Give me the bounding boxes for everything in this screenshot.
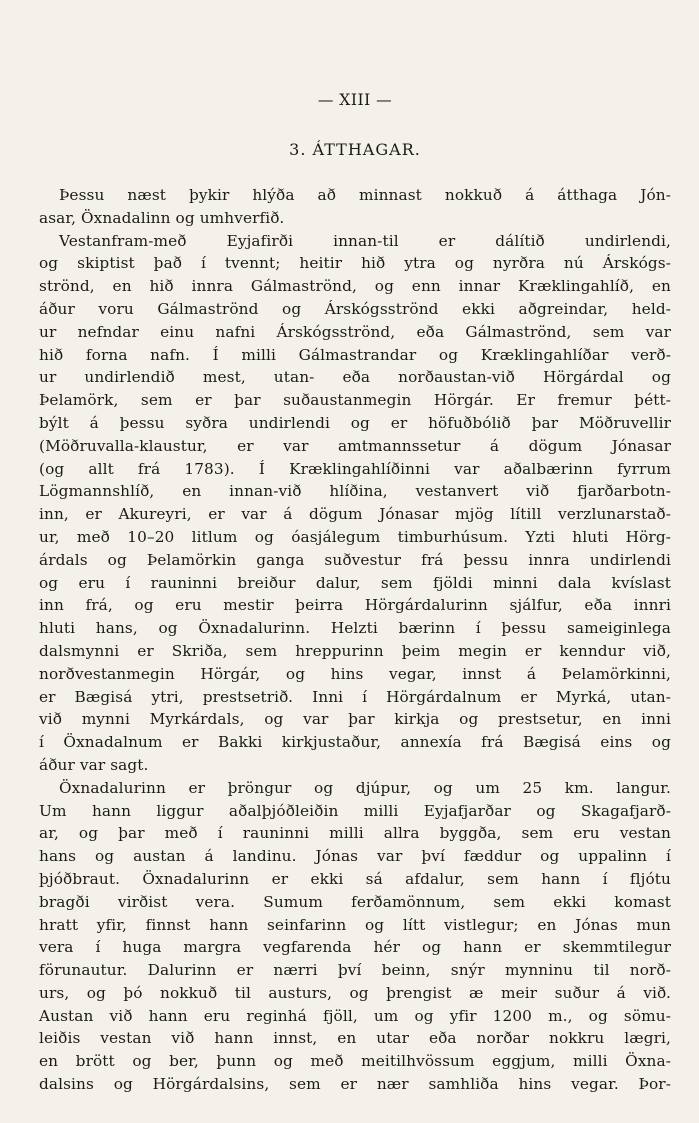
text-line: förunautur. Dalurinn er nærri því beinn, snýr mynninu til norð- xyxy=(39,961,671,980)
text-line: Um hann liggur aðalþjóðleiðin milli Eyjafjarðar og Skagafjarð- xyxy=(39,801,671,820)
running-head-page-number: — XIII — xyxy=(317,91,393,109)
text-line: Öxnadalurinn er þröngur og djúpur, og um 25 km. langur. xyxy=(59,778,671,797)
body-text xyxy=(39,184,671,1096)
text-line: er Bægisá ytri, prestsetrið. Inni í Hörgárdalnum er Myrká, utan- xyxy=(39,687,671,706)
text-line: en brött og ber, þunn og með meitilhvössum eggjum, milli Öxna- xyxy=(39,1052,671,1071)
text-line: vera í huga margra vegfarenda hér og hann er skemmtilegur xyxy=(39,938,671,957)
text-line: ur undirlendið mest, utan- eða norðaustan-við Hörgárdal og xyxy=(39,368,671,387)
text-line: við mynni Myrkárdals, og var þar kirkja og prestsetur, en inni xyxy=(39,710,671,729)
text-line: árdals og Þelamörkin ganga suðvestur frá þessu innra undirlendi xyxy=(39,550,671,569)
text-line: asar, Öxnadalinn og umhverfið. xyxy=(39,208,285,227)
text-line: hluti hans, og Öxnadalurinn. Helzti bærinn í þessu sameiginlega xyxy=(39,619,671,638)
text-line: ar, og þar með í rauninni milli allra byggða, sem eru vestan xyxy=(39,824,671,843)
text-line: býlt á þessu syðra undirlendi og er höfuðbólið þar Möðruvellir xyxy=(39,413,671,432)
text-line: í Öxnadalnum er Bakki kirkjustaður, annexía frá Bægisá eins og xyxy=(39,733,671,752)
text-line: dalsins og Hörgárdalsins, sem er nær samhliða hins vegar. Þor- xyxy=(39,1075,671,1094)
text-line: (Möðruvalla-klaustur, er var amtmannssetur á dögum Jónasar xyxy=(39,436,671,455)
text-line: Austan við hann eru reginhá fjöll, um og yfir 1200 m., og sömu- xyxy=(39,1006,671,1025)
text-line: urs, og þó nokkuð til austurs, og þrengist æ meir suður á við. xyxy=(39,983,671,1002)
text-line: dalsmynni er Skriða, sem hreppurinn þeim megin er kenndur við, xyxy=(39,641,671,660)
chapter-title: 3. ÁTTHAGAR. xyxy=(289,140,421,159)
text-line: áður voru Gálmaströnd og Árskógsströnd ekki aðgreindar, held- xyxy=(39,299,671,318)
text-line: leiðis vestan við hann innst, en utar eða norðar nokkru lægri, xyxy=(39,1029,671,1048)
text-line: Lögmannshlíð, en innan-við hlíðina, vestanvert við fjarðarbotn- xyxy=(39,482,671,501)
text-line: áður var sagt. xyxy=(39,755,149,774)
text-line: og eru í rauninni breiður dalur, sem fjöldi minni dala kvíslast xyxy=(39,573,671,592)
text-line: hratt yfir, finnst hann seinfarinn og lítt vistlegur; en Jónas mun xyxy=(39,915,671,934)
text-line: þjóðbraut. Öxnadalurinn er ekki sá afdalur, sem hann í fljótu xyxy=(39,869,671,888)
text-line: hans og austan á landinu. Jónas var því fæddur og uppalinn í xyxy=(39,847,671,866)
text-line: Þessu næst þykir hlýða að minnast nokkuð á átthaga Jón- xyxy=(59,186,671,204)
book-page xyxy=(39,0,671,1123)
text-line: Þelamörk, sem er þar suðaustanmegin Hörgár. Er fremur þétt- xyxy=(39,391,671,410)
text-line: strönd, en hið innra Gálmaströnd, og enn innar Kræklingahlíð, en xyxy=(39,277,671,296)
text-line: hið forna nafn. Í milli Gálmastrandar og Kræklingahlíðar verð- xyxy=(39,345,671,364)
text-line: og skiptist það í tvennt; heitir hið ytra og nyrðra nú Árskógs- xyxy=(39,254,671,273)
text-line: Vestanfram-með Eyjafirði innan-til er dálítið undirlendi, xyxy=(59,231,671,250)
text-line: norðvestanmegin Hörgár, og hins vegar, innst á Þelamörkinni, xyxy=(39,664,671,683)
text-line: ur, með 10–20 litlum og óasjálegum timburhúsum. Yzti hluti Hörg- xyxy=(39,527,671,546)
text-line: inn, er Akureyri, er var á dögum Jónasar mjög lítill verzlunarstað- xyxy=(39,505,671,524)
text-line: ur nefndar einu nafni Árskógsströnd, eða Gálmaströnd, sem var xyxy=(39,322,671,341)
text-line: (og allt frá 1783). Í Kræklingahlíðinni var aðalbærinn fyrrum xyxy=(39,459,671,478)
text-line: inn frá, og eru mestir þeirra Hörgárdalurinn sjálfur, eða innri xyxy=(39,596,671,615)
text-line: bragði virðist vera. Sumum ferðamönnum, sem ekki komast xyxy=(39,892,671,911)
